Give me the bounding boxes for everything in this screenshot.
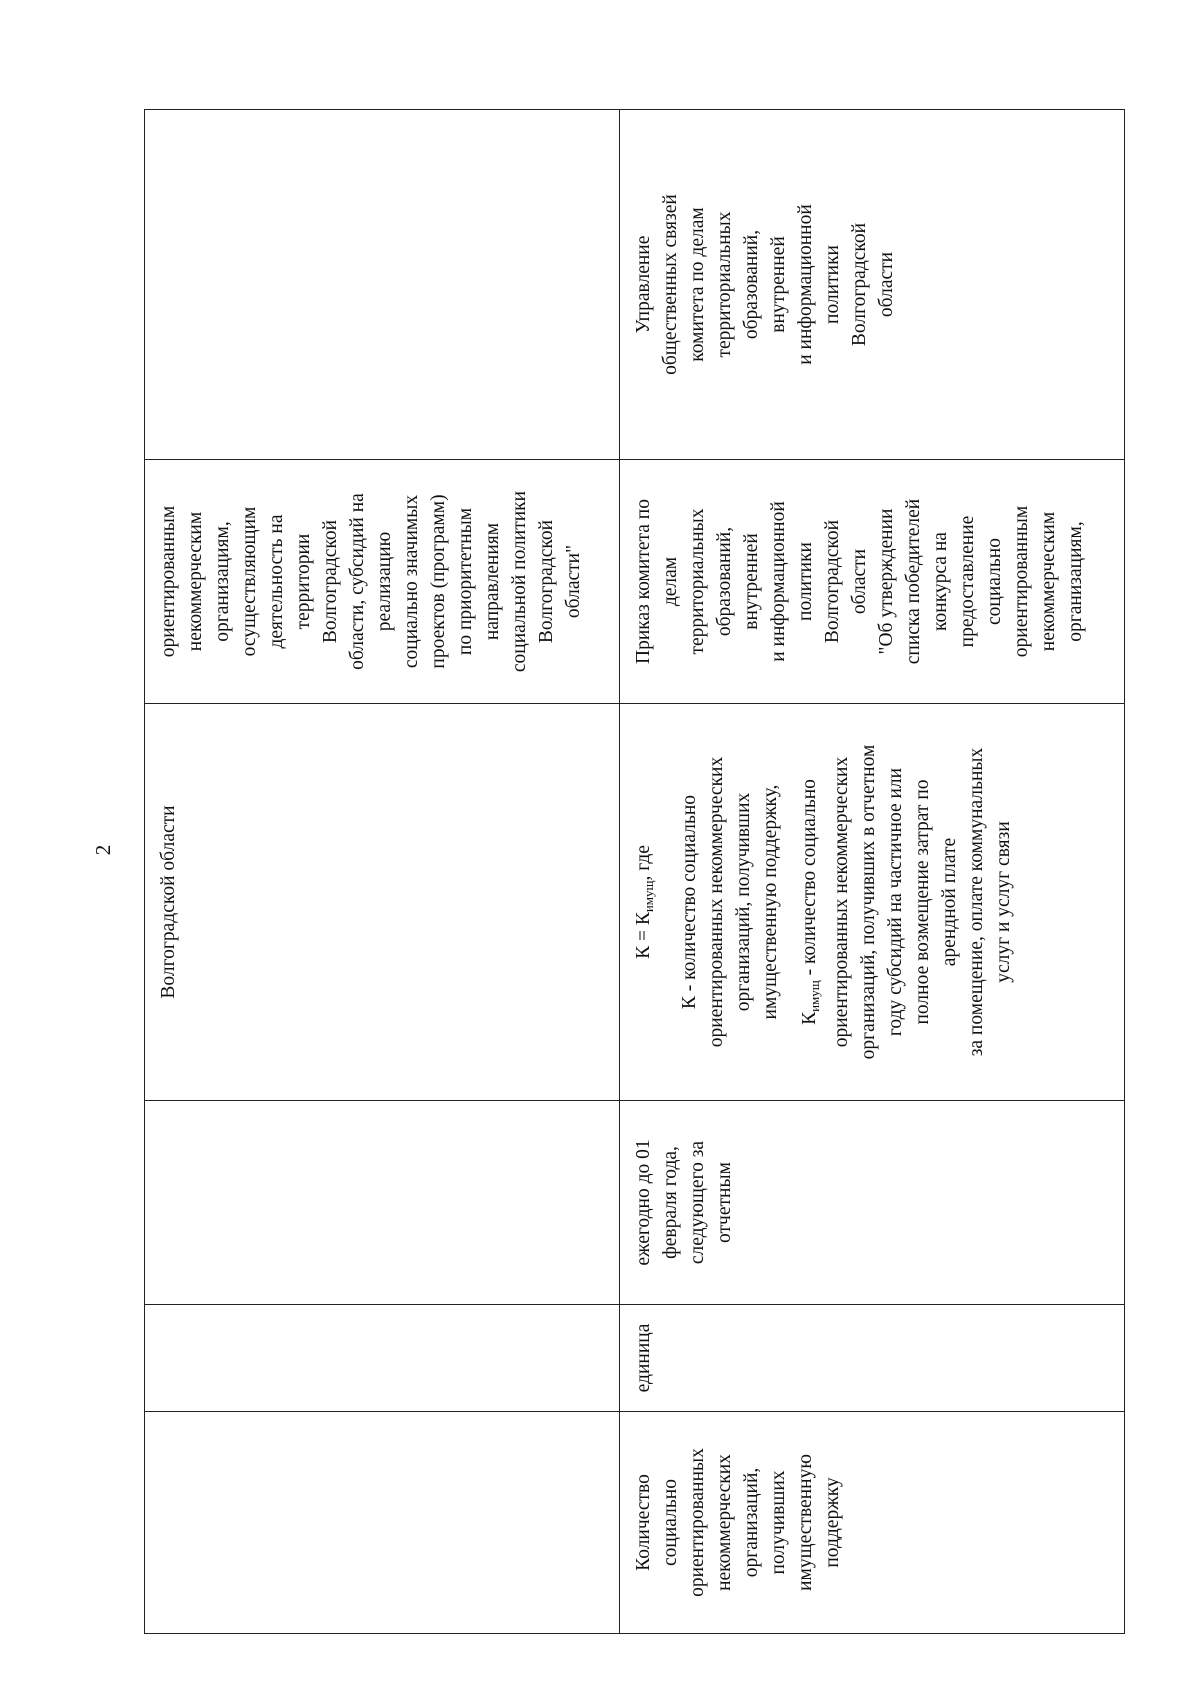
source-cont-lines — [155, 466, 587, 697]
text-line: имущественную — [795, 1454, 816, 1591]
text-line: социально значимых — [401, 494, 422, 669]
text-line: общественных связей — [660, 194, 681, 375]
text-line: февраля года, — [660, 1146, 681, 1259]
responsible-lines — [630, 116, 900, 453]
text-line: Волгоградской — [849, 222, 870, 347]
text-line: делам — [660, 556, 681, 607]
text-line: некоммерческих — [714, 1454, 735, 1591]
text-line: поддержку — [822, 1477, 843, 1568]
text-line: области" — [563, 544, 584, 619]
text-line: ориентированным — [158, 505, 179, 658]
text-line: полное возмещение затрат по — [912, 779, 933, 1025]
cell-unit: единица — [620, 1305, 1125, 1412]
text-line: Волгоградской — [320, 519, 341, 644]
text-line: Приказ комитета по — [633, 499, 654, 664]
text-line: ежегодно до 01 — [633, 1139, 654, 1266]
text-line: Управление — [633, 235, 654, 334]
text-line: году субсидий на частичное или — [885, 767, 906, 1037]
text-line: внутренней — [741, 533, 762, 630]
text-line: К - количество социально — [679, 794, 700, 1010]
text-line: социально — [660, 1479, 681, 1566]
text-line: по приоритетным — [455, 507, 476, 656]
indicator-table-wrapper — [144, 110, 1094, 1634]
text-line: имущественную поддержку, — [760, 784, 781, 1020]
text-line: ориентированных — [687, 1448, 708, 1597]
text-line: территориальных — [687, 508, 708, 655]
text-line: территориальных — [714, 211, 735, 358]
text-line: образований, — [714, 526, 735, 637]
cell-responsible-cont — [145, 110, 620, 460]
text-line: "Об утверждении — [876, 508, 897, 655]
text-line: направлениям — [482, 522, 503, 641]
text-line: реализацию — [374, 531, 395, 632]
text-line: арендной плате — [939, 837, 960, 967]
text-line: области — [849, 548, 870, 615]
text-line: ориентированным — [1011, 505, 1032, 658]
def2-subscript: имущ — [807, 980, 822, 1012]
text-line: политики — [822, 245, 843, 324]
cell-period — [620, 1101, 1125, 1305]
text-line: Волгоградской — [822, 519, 843, 644]
def2-symbol: К — [799, 1011, 820, 1025]
text-line: услуг и услуг связи — [993, 821, 1014, 983]
page-number: 2 — [91, 844, 115, 856]
text-line: следующего за — [687, 1140, 708, 1265]
cell-method — [620, 704, 1125, 1101]
cell-source — [620, 460, 1125, 704]
formula — [630, 710, 662, 1094]
text-line: комитета по делам — [687, 207, 708, 362]
period-lines — [630, 1107, 738, 1298]
formula-lhs: К = К — [633, 912, 654, 959]
cell-method-cont: Волгоградской области — [145, 704, 620, 1101]
cell-responsible — [620, 110, 1125, 460]
text-line: внутренней — [768, 236, 789, 333]
text-line: списка победителей — [903, 498, 924, 665]
table-row-property-support — [620, 110, 1125, 1634]
cell-source-cont — [145, 460, 620, 704]
text-line: ориентированных некоммерческих — [831, 756, 852, 1048]
text-line: деятельность на — [266, 514, 287, 649]
text-line: территории — [293, 533, 314, 630]
def2-lines — [828, 710, 1017, 1094]
def2-first: - количество социально — [799, 779, 820, 981]
table-row-continuation — [145, 110, 620, 1634]
text-line: получивших — [768, 1470, 789, 1575]
text-line: организациям, — [212, 521, 233, 642]
text-line: области — [876, 251, 897, 318]
text-line: некоммерческим — [185, 511, 206, 652]
text-line: конкурса на — [930, 532, 951, 631]
indicator-lines — [630, 1418, 846, 1627]
text-line: Волгоградской — [536, 519, 557, 644]
text-line: отчетным — [714, 1162, 735, 1243]
cell-unit-cont — [145, 1305, 620, 1412]
text-line: проектов (программ) — [428, 494, 449, 669]
text-line: образований, — [741, 229, 762, 340]
indicator-table-rotated — [144, 110, 1094, 1634]
text-line: предоставление — [957, 515, 978, 648]
formula-rhs: , где — [633, 845, 654, 881]
text-line: социально — [984, 538, 1005, 625]
text-line: за помещение, оплате коммунальных — [966, 747, 987, 1057]
text-line: и информационной — [768, 501, 789, 662]
text-line: ориентированных некоммерческих — [706, 756, 727, 1048]
text-line: организаций, получивших в отчетном — [858, 744, 879, 1060]
text-line: и информационной — [795, 204, 816, 365]
definition-k — [676, 710, 784, 1094]
text-line: Количество — [633, 1474, 654, 1571]
text-line: области, субсидий на — [347, 493, 368, 670]
cell-indicator-cont — [145, 1412, 620, 1634]
source-lines — [630, 466, 1089, 697]
indicator-table — [144, 109, 1125, 1634]
text-line: осуществляющим — [239, 506, 260, 657]
text-line: организаций, — [741, 1467, 762, 1578]
text-line: организациям, — [1065, 521, 1086, 642]
cell-period-cont — [145, 1101, 620, 1305]
text-line: некоммерческим — [1038, 511, 1059, 652]
definition-k-imush — [796, 710, 1017, 1094]
text-line: социальной политики — [509, 490, 530, 673]
cell-indicator — [620, 1412, 1125, 1634]
text-line: политики — [795, 542, 816, 621]
text-line: организаций, получивших — [733, 792, 754, 1012]
formula-subscript: имущ — [641, 880, 656, 913]
